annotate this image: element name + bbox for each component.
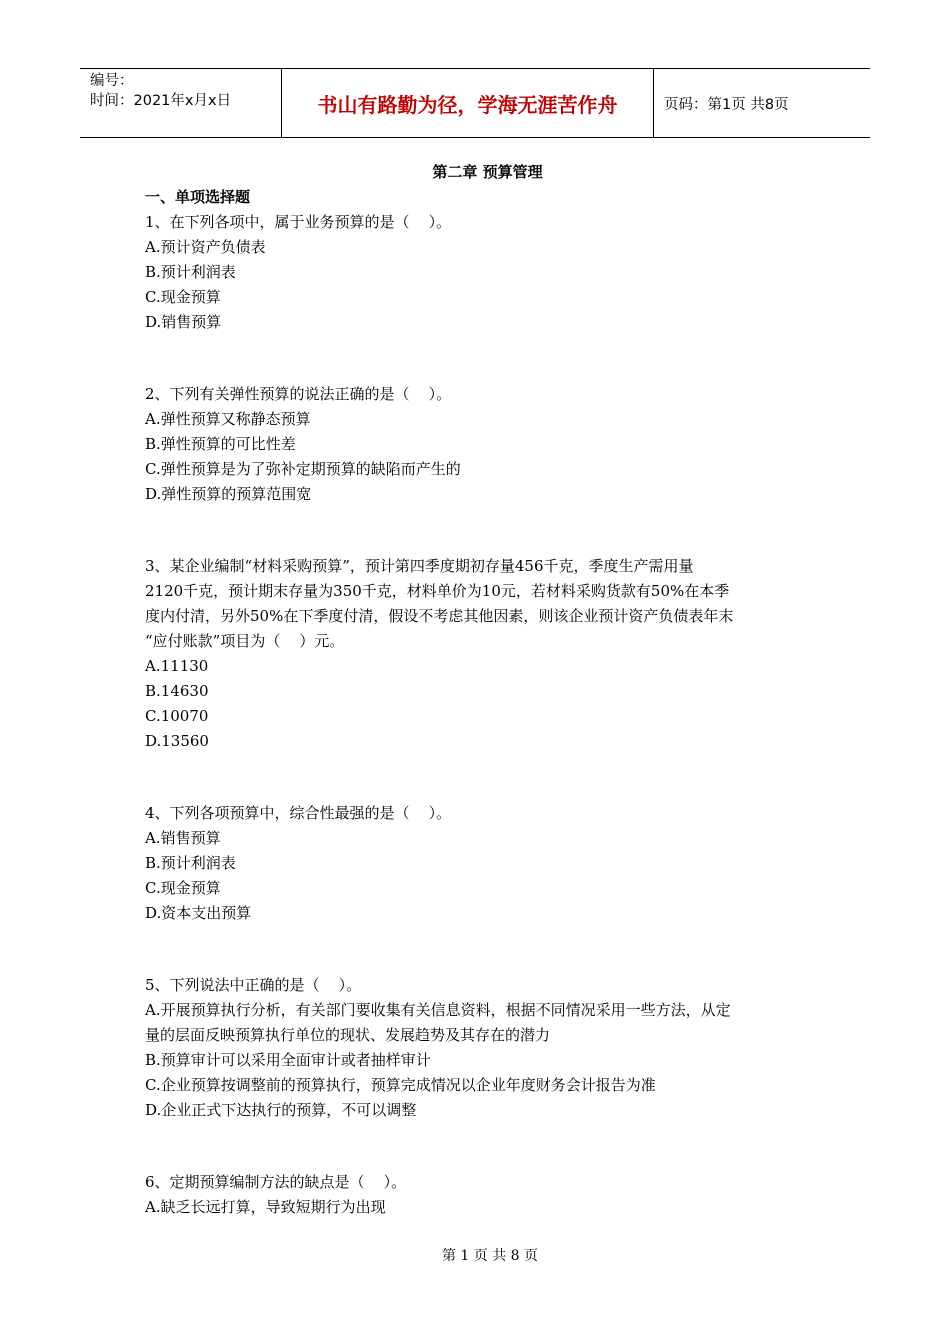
answer-option: D.企业正式下达执行的预算，不可以调整 <box>145 1101 417 1119</box>
question-1 <box>145 210 810 335</box>
answer-option: B.预计利润表 <box>145 263 236 281</box>
answer-option: D.资本支出预算 <box>145 904 252 922</box>
answer-option: B.14630 <box>145 682 209 700</box>
header-meta <box>80 69 282 137</box>
answer-option: A.预计资产负债表 <box>145 238 266 256</box>
question-stem: 2、下列有关弹性预算的说法正确的是（ ）。 <box>145 385 452 403</box>
answer-option: C.10070 <box>145 707 209 725</box>
answer-option: B.预算审计可以采用全面审计或者抽样审计 <box>145 1051 431 1069</box>
answer-option: A.缺乏长远打算，导致短期行为出现 <box>145 1198 386 1216</box>
answer-option: A.11130 <box>145 657 209 675</box>
question-stem: 2120千克，预计期末存量为350千克，材料单价为10元，若材料采购货款有50%在本季 <box>145 582 730 600</box>
question-3 <box>145 554 810 754</box>
question-stem: 4、下列各项预算中，综合性最强的是（ ）。 <box>145 804 452 822</box>
question-5 <box>145 973 810 1123</box>
document-number-label: 编号： <box>90 73 134 89</box>
page-footer: 第 1 页 共 8 页 <box>441 1248 539 1264</box>
question-4 <box>145 801 810 926</box>
question-stem: 度内付清，另外50%在下季度付清，假设不考虑其他因素，则该企业预计资产负债表年末 <box>145 607 734 625</box>
answer-option: D.13560 <box>145 732 209 750</box>
question-stem: “应付账款”项目为（ ）元。 <box>145 632 345 650</box>
question-stem: 3、某企业编制“材料采购预算”，预计第四季度期初存量456千克，季度生产需用量 <box>145 557 694 575</box>
header-motto: 书山有路勤为径，学海无涯苦作舟 <box>317 92 618 117</box>
answer-option: D.销售预算 <box>145 313 222 331</box>
answer-option: A.弹性预算又称静态预算 <box>145 410 311 428</box>
section-heading: 一、单项选择题 <box>145 188 251 206</box>
answer-option: D.弹性预算的预算范围宽 <box>145 485 312 503</box>
answer-option: B.弹性预算的可比性差 <box>145 435 296 453</box>
answer-option: A.开展预算执行分析，有关部门要收集有关信息资料，根据不同情况采用一些方法，从定 <box>145 1001 731 1019</box>
chapter-title: 第二章 预算管理 <box>432 163 543 181</box>
document-body <box>145 160 810 1267</box>
question-stem: 5、下列说法中正确的是（ ）。 <box>145 976 362 994</box>
question-stem: 6、定期预算编制方法的缺点是（ ）。 <box>145 1173 407 1191</box>
answer-option: C.弹性预算是为了弥补定期预算的缺陷而产生的 <box>145 460 461 478</box>
answer-option: C.现金预算 <box>145 288 221 306</box>
header-motto-cell <box>282 69 654 137</box>
page-header <box>80 68 870 138</box>
answer-option: C.现金预算 <box>145 879 221 897</box>
header-page-info: 页码：第1页 共8页 <box>664 96 789 113</box>
answer-option: C.企业预算按调整前的预算执行，预算完成情况以企业年度财务会计报告为准 <box>145 1076 656 1094</box>
document-date: 时间：2021年x月x日 <box>90 93 232 109</box>
answer-option: 量的层面反映预算执行单位的现状、发展趋势及其存在的潜力 <box>145 1026 551 1044</box>
question-2 <box>145 382 810 507</box>
answer-option: B.预计利润表 <box>145 854 236 872</box>
question-6 <box>145 1170 810 1220</box>
question-stem: 1、在下列各项中，属于业务预算的是（ ）。 <box>145 213 452 231</box>
answer-option: A.销售预算 <box>145 829 221 847</box>
